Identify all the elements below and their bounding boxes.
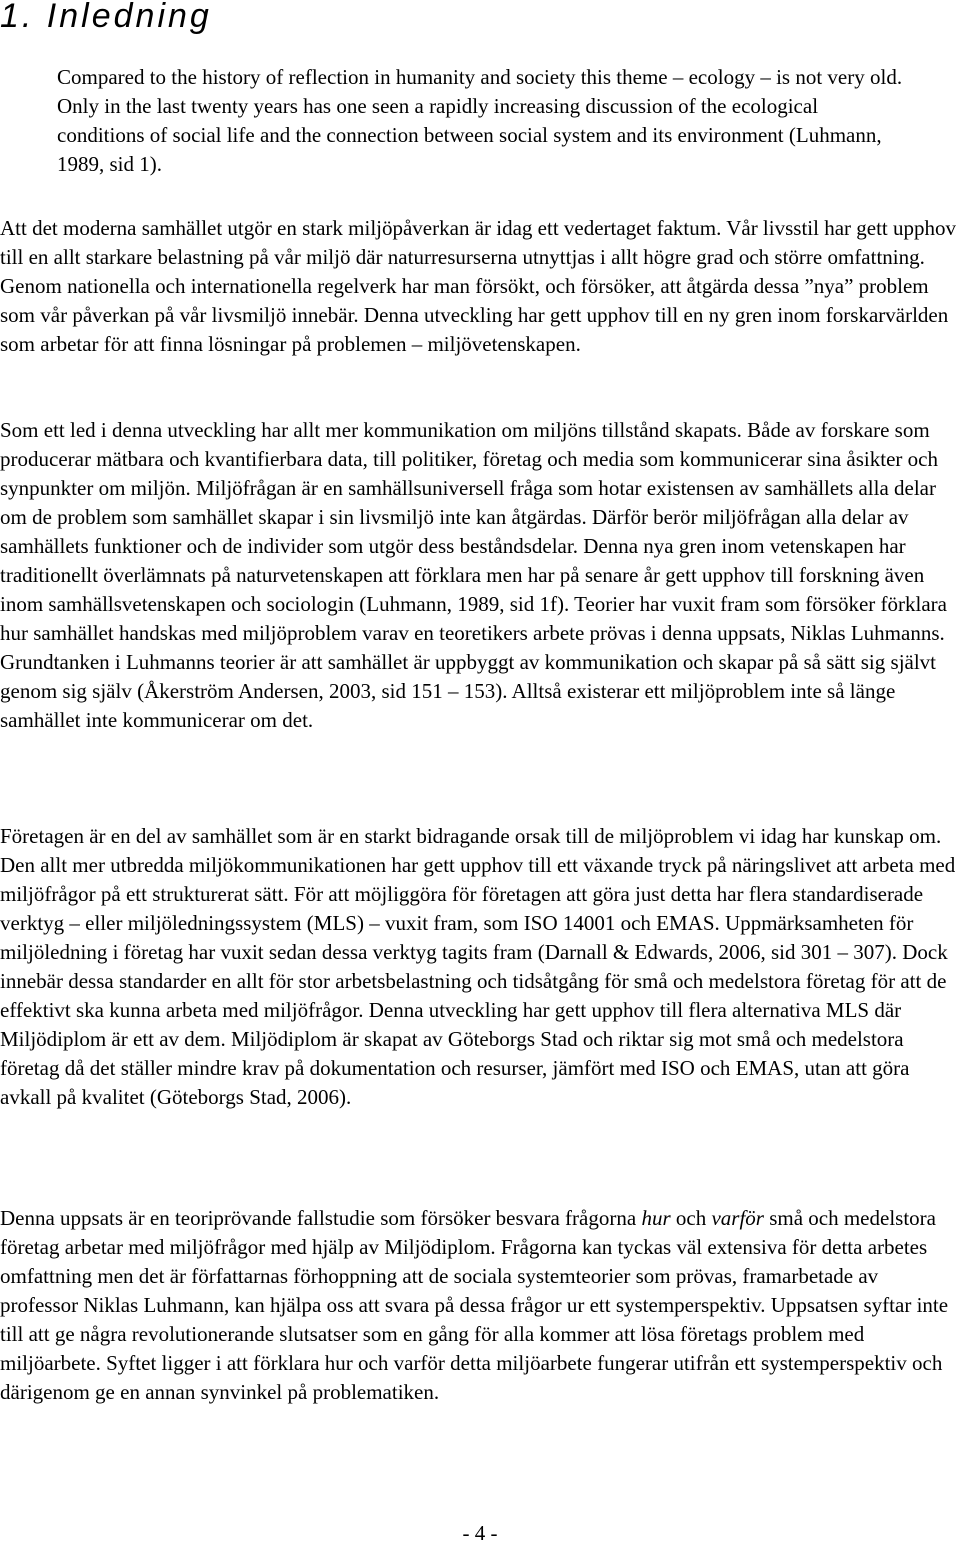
paragraph-text: och xyxy=(670,1206,712,1230)
paragraph-text: Denna uppsats är en teoriprövande fallstudie som försöker besvara frågorna xyxy=(0,1206,642,1230)
body-paragraph-4 xyxy=(0,1204,957,1407)
quote-paragraph: Compared to the history of reflection in humanity and society this theme – ecology – is not very old. Only in the last twenty years has one seen a rapidly increasing discussion of the ecological conditions of social life and the connection between social system and its environment (Luhmann, 1989, sid 1). xyxy=(57,65,903,176)
paragraph-text: små och medelstora företag arbetar med miljöfrågor med hjälp av Miljödiplom. Frågorna kan tyckas väl extensiva för detta arbetes omfattning men det är författarnas förhoppning att de sociala systemteorier som prövas, framarbetade av professor Niklas Luhmann, kan hjälpa oss att svara på dessa frågor ur ett systemperspektiv. Uppsatsen syftar inte till att ge några revolutionerande slutsatser som en gång för alla kommer att lösa företags problem med miljöarbete. Syftet ligger i att förklara hur och varför detta miljöarbete fungerar utifrån ett systemperspektiv och därigenom ge en annan synvinkel på problematiken. xyxy=(0,1206,949,1404)
emphasis-hur: hur xyxy=(641,1206,671,1230)
body-paragraph-1: Att det moderna samhället utgör en stark miljöpåverkan är idag ett vedertaget faktum. Vår livsstil har gett upphov till en allt starkare belastning på vår miljö där naturresurserna utnyttjas i allt högre grad och större omfattning. Genom nationella och internationella regelverk har man försökt, och försöker, att åtgärda dessa ”nya” problem som vår påverkan på vår livsmiljö innebär. Denna utveckling har gett upphov till en ny gren inom forskarvärlden som arbetar för att finna lösningar på problemen – miljövetenskapen. xyxy=(0,216,957,356)
emphasis-varfor: varför xyxy=(711,1206,764,1230)
section-heading: 1. Inledning xyxy=(0,0,212,35)
page-number: - 4 - xyxy=(462,1521,498,1545)
body-paragraph-3: Företagen är en del av samhället som är en starkt bidragande orsak till de miljöproblem vi idag har kunskap om. Den allt mer utbredda miljökommunikationen har gett upphov till ett växande tryck på näringslivet att arbeta med miljöfrågor på ett strukturerat sätt. För att möjliggöra för företagen att göra just detta har flera standardiserade verktyg – eller miljöledningssystem (MLS) – vuxit fram, som ISO 14001 och EMAS. Uppmärksamheten för miljöledning i företag har vuxit sedan dessa verktyg tagits fram (Darnall & Edwards, 2006, sid 301 – 307). Dock innebär dessa standarder en allt för stor arbetsbelastning och tidsåtgång för små och medelstora företag för att de effektivt ska kunna arbeta med miljöfrågor. Denna utveckling har gett upphov till flera alternativa MLS där Miljödiplom är ett av dem. Miljödiplom är skapat av Göteborgs Stad och riktar sig mot små och medelstora företag då det ställer mindre krav på dokumentation och resurser, jämfört med ISO och EMAS, utan att göra avkall på kvalitet (Göteborgs Stad, 2006). xyxy=(0,824,956,1109)
body-paragraph-2: Som ett led i denna utveckling har allt mer kommunikation om miljöns tillstånd skapats. Både av forskare som producerar mätbara och kvantifierbara data, till politiker, företag och media som kommunicerar sina åsikter och synpunkter om miljön. Miljöfrågan är en samhällsuniversell fråga som hotar existensen av samhällets alla delar om de problem som samhället skapar i sin livsmiljö inte kan åtgärdas. Därför berör miljöfrågan alla delar av samhällets funktioner och de individer som utgör dess beståndsdelar. Denna nya gren inom vetenskapen har traditionellt överlämnats på naturvetenskapen att förklara men har på senare år gett upphov till forskning även inom samhällsvetenskapen och sociologin (Luhmann, 1989, sid 1f). Teorier har vuxit fram som försöker förklara hur samhället handskas med miljöproblem varav en teoretikers arbete prövas i denna uppsats, Niklas Luhmanns. Grundtanken i Luhmanns teorier är att samhället är uppbyggt av kommunikation och skapar på så sätt sig självt genom sig själv (Åkerström Andersen, 2003, sid 151 – 153). Alltså existerar ett miljöproblem inte så länge samhället inte kommunicerar om det. xyxy=(0,418,947,732)
